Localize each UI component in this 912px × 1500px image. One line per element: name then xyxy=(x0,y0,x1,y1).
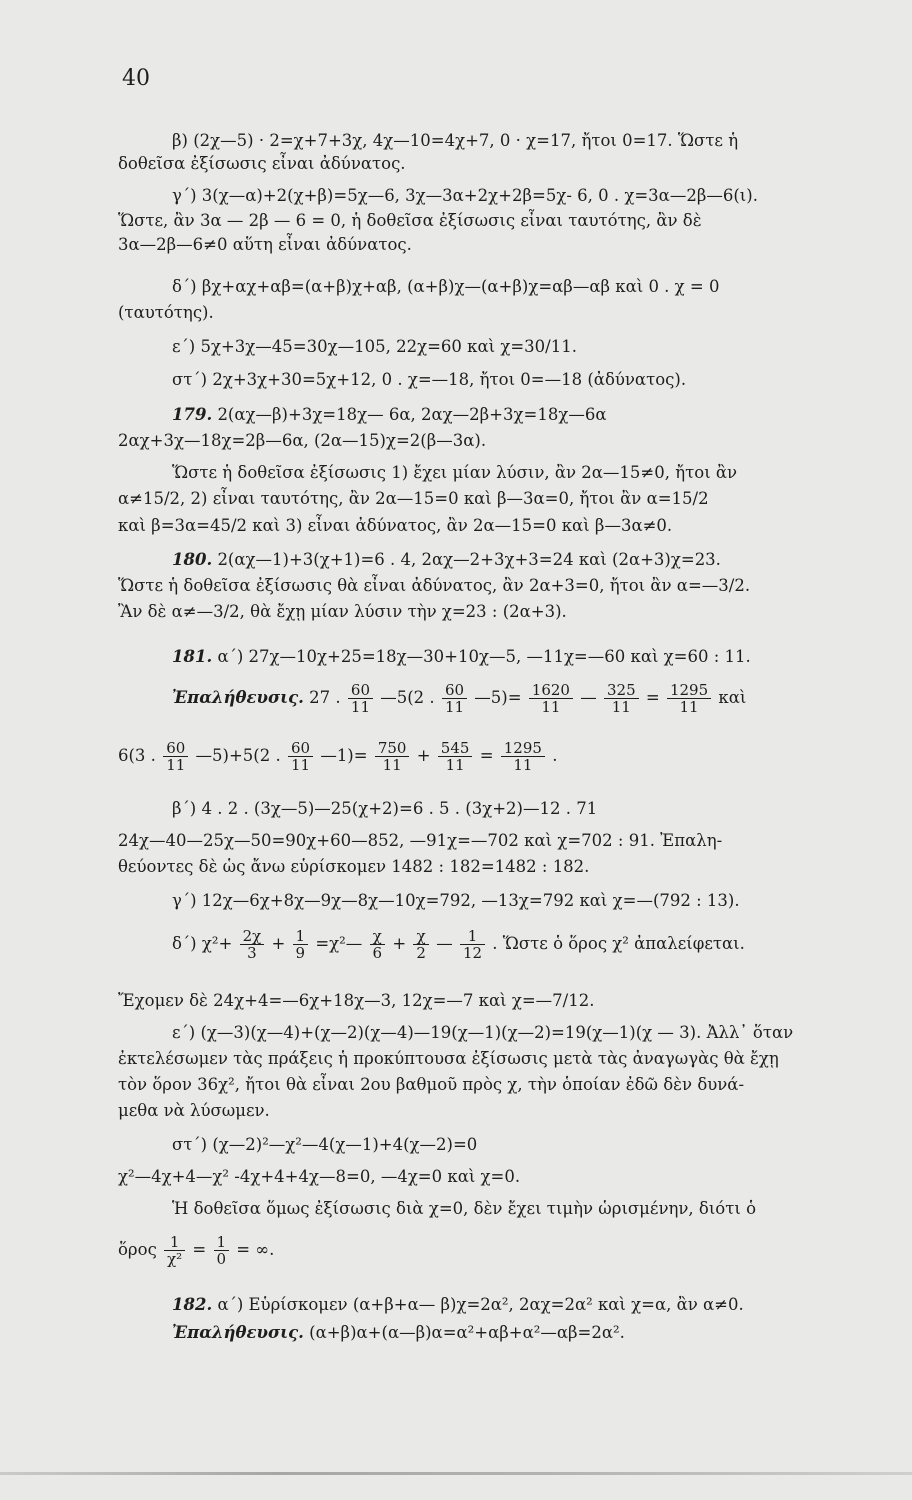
text-line: δ΄) βχ+αχ+αβ=(α+β)χ+αβ, (α+β)χ—(α+β)χ=αβ—αβ καὶ 0 . χ = 0 xyxy=(172,277,720,296)
text-line: δοθεῖσα ἐξίσωσις εἶναι ἀδύνατος. xyxy=(118,154,406,173)
fraction: $\frac{1}{9}$ xyxy=(293,928,309,961)
text-line: χ²—4χ+4—χ² -4χ+4+4χ—8=0, —4χ=0 καὶ χ=0. xyxy=(118,1167,521,1186)
text-line: (α+β)α+(α—β)α=α²+αβ+α²—αβ=2α². xyxy=(309,1323,625,1342)
math-text: καὶ xyxy=(718,688,747,707)
math-text: —5)+5(2 . xyxy=(195,746,281,765)
text-line: 2(αχ—1)+3(χ+1)=6 . 4, 2αχ—2+3χ+3=24 καὶ (2α+3)χ=23. xyxy=(217,550,721,569)
text-line: (ταυτότης). xyxy=(118,303,214,322)
math-text: = xyxy=(645,688,660,707)
fraction: $\frac{60}{11}$ xyxy=(163,740,188,773)
exercise-number: 179. xyxy=(172,405,213,424)
text-line: β΄) 4 . 2 . (3χ—5)—25(χ+2)=6 . 5 . (3χ+2)—12 . 71 xyxy=(172,799,598,818)
exercise-179 xyxy=(172,404,904,426)
text-line: β) (2χ—5) · 2=χ+7+3χ, 4χ—10=4χ+7, 0 · χ=17, ἤτοι 0=17. Ὥστε ἡ xyxy=(172,131,739,150)
math-text: 27 . xyxy=(309,688,341,707)
math-text: — xyxy=(436,934,453,953)
math-text: =χ²— xyxy=(315,934,363,953)
math-text: + xyxy=(392,934,407,953)
exercise-180 xyxy=(172,549,904,571)
fraction: $\frac{\chi}{2}$ xyxy=(413,928,429,961)
text-line: Ἔχομεν δὲ 24χ+4=—6χ+18χ—3, 12χ=—7 καὶ χ=—7/12. xyxy=(118,991,595,1010)
fraction: $\frac{60}{11}$ xyxy=(348,682,373,715)
text-line: 3α—2β—6≠0 αὕτη εἶναι ἀδύνατος. xyxy=(118,235,412,254)
math-text: = xyxy=(479,746,494,765)
oros-equation xyxy=(118,1234,274,1267)
text-line: 2(αχ—β)+3χ=18χ— 6α, 2αχ—2β+3χ=18χ—6α xyxy=(217,405,607,424)
text-line: Ἡ δοθεῖσα ὅμως ἐξίσωσις διὰ χ=0, δὲν ἔχει τιμὴν ὡρισμένην, διότι ὁ xyxy=(172,1199,757,1218)
text-line: 24χ—40—25χ—50=90χ+60—852, —91χ=—702 καὶ χ=702 : 91. Ἐπαλη- xyxy=(118,831,723,850)
verification-equation-2 xyxy=(118,740,557,773)
math-text: —1)= xyxy=(320,746,368,765)
text-line: 2αχ+3χ—18χ=2β—6α, (2α—15)χ=2(β—3α). xyxy=(118,431,487,450)
verification-line xyxy=(172,1322,904,1344)
exercise-181 xyxy=(172,646,904,668)
exercise-number: 182. xyxy=(172,1295,213,1314)
math-text: —5(2 . xyxy=(380,688,435,707)
math-text: = xyxy=(192,1240,207,1259)
fraction: $\frac{1}{0}$ xyxy=(214,1234,230,1267)
text-line: τὸν ὅρον 36χ², ἤτοι θὰ εἶναι 2ου βαθμοῦ πρὸς χ, τὴν ὁποίαν ἐδῶ δὲν δυνά- xyxy=(118,1075,745,1094)
text-line: ε΄) 5χ+3χ—45=30χ—105, 22χ=60 καὶ χ=30/11. xyxy=(172,337,577,356)
verification-label: Ἐπαλήθευσις. xyxy=(172,1323,304,1342)
fraction: $\frac{60}{11}$ xyxy=(442,682,467,715)
exercise-182 xyxy=(172,1294,904,1316)
verification-label: Ἐπαλήθευσις. xyxy=(172,688,304,707)
text-line: στ΄) 2χ+3χ+30=5χ+12, 0 . χ=—18, ἤτοι 0=—18 (ἀδύνατος). xyxy=(172,370,687,389)
delta-equation xyxy=(172,928,745,961)
fraction: $\frac{1295}{11}$ xyxy=(667,682,711,715)
math-text: + xyxy=(416,746,431,765)
fraction: $\frac{750}{11}$ xyxy=(375,740,410,773)
math-text: 6(3 . xyxy=(118,746,156,765)
text-line: α΄) Εὑρίσκομεν (α+β+α— β)χ=2α², 2αχ=2α² καὶ χ=α, ἂν α≠0. xyxy=(217,1295,744,1314)
text-line: καὶ β=3α=45/2 καὶ 3) εἶναι ἀδύνατος, ἂν 2α—15=0 καὶ β—3α≠0. xyxy=(118,516,673,535)
text-line: θεύοντες δὲ ὡς ἄνω εὑρίσκομεν 1482 : 182=1482 : 182. xyxy=(118,857,590,876)
text-line: γ΄) 12χ—6χ+8χ—9χ—8χ—10χ=792, —13χ=792 καὶ χ=—(792 : 13). xyxy=(172,891,740,910)
fraction: $\frac{1}{\text{χ²}}$ xyxy=(164,1234,185,1267)
text-line: Ὥστε ἡ δοθεῖσα ἐξίσωσις 1) ἔχει μίαν λύσιν, ἂν 2α—15≠0, ἤτοι ἂν xyxy=(172,463,738,482)
fraction: $\frac{1295}{11}$ xyxy=(501,740,545,773)
math-text: . xyxy=(552,746,558,765)
fraction: $\frac{60}{11}$ xyxy=(288,740,313,773)
fraction: $\frac{2\chi}{3}$ xyxy=(240,928,265,961)
fraction: $\frac{545}{11}$ xyxy=(438,740,473,773)
text-line: α≠15/2, 2) εἶναι ταυτότης, ἂν 2α—15=0 καὶ β—3α=0, ἤτοι ἂν α=15/2 xyxy=(118,489,709,508)
text-line: στ΄) (χ—2)²—χ²—4(χ—1)+4(χ—2)=0 xyxy=(172,1135,478,1154)
text-line: μεθα νὰ λύσωμεν. xyxy=(118,1101,270,1120)
text-line: ἐκτελέσωμεν τὰς πράξεις ἡ προκύπτουσα ἐξίσωσις μετὰ τὰς ἀναγωγὰς θὰ ἔχῃ xyxy=(118,1049,779,1068)
verification-equation-1 xyxy=(172,682,746,715)
math-text: δ΄) χ²+ xyxy=(172,934,233,953)
page-number: 40 xyxy=(122,66,150,91)
fraction: $\frac{\chi}{6}$ xyxy=(370,928,386,961)
text-line: ε΄) (χ—3)(χ—4)+(χ—2)(χ—4)—19(χ—1)(χ—2)=19(χ—1)(χ — 3). Ἀλλ᾽ ὅταν xyxy=(172,1023,794,1042)
math-text: ὅρος xyxy=(118,1240,157,1259)
text-line: α΄) 27χ—10χ+25=18χ—30+10χ—5, —11χ=—60 καὶ χ=60 : 11. xyxy=(217,647,751,666)
math-text: —5)= xyxy=(474,688,522,707)
text-line: Ἂν δὲ α≠—3/2, θὰ ἔχῃ μίαν λύσιν τὴν χ=23 : (2α+3). xyxy=(118,602,567,621)
math-text: + xyxy=(271,934,286,953)
math-text: — xyxy=(580,688,597,707)
text-line: Ὥστε, ἂν 3α — 2β — 6 = 0, ἡ δοθεῖσα ἐξίσωσις εἶναι ταυτότης, ἂν δὲ xyxy=(118,211,702,230)
exercise-number: 180. xyxy=(172,550,213,569)
text-line: γ΄) 3(χ—α)+2(χ+β)=5χ—6, 3χ—3α+2χ+2β=5χ- 6, 0 . χ=3α—2β—6(ι). xyxy=(172,186,758,205)
scan-edge-rule xyxy=(0,1472,912,1475)
text-line: Ὥστε ἡ δοθεῖσα ἐξίσωσις θὰ εἶναι ἀδύνατος, ἂν 2α+3=0, ἤτοι ἂν α=—3/2. xyxy=(118,576,751,595)
fraction: $\frac{1620}{11}$ xyxy=(529,682,573,715)
math-text: = ∞. xyxy=(236,1240,275,1259)
fraction: $\frac{1}{12}$ xyxy=(460,928,485,961)
exercise-number: 181. xyxy=(172,647,213,666)
math-text: . Ὥστε ὁ ὅρος χ² ἀπαλείφεται. xyxy=(492,934,745,953)
fraction: $\frac{325}{11}$ xyxy=(604,682,639,715)
